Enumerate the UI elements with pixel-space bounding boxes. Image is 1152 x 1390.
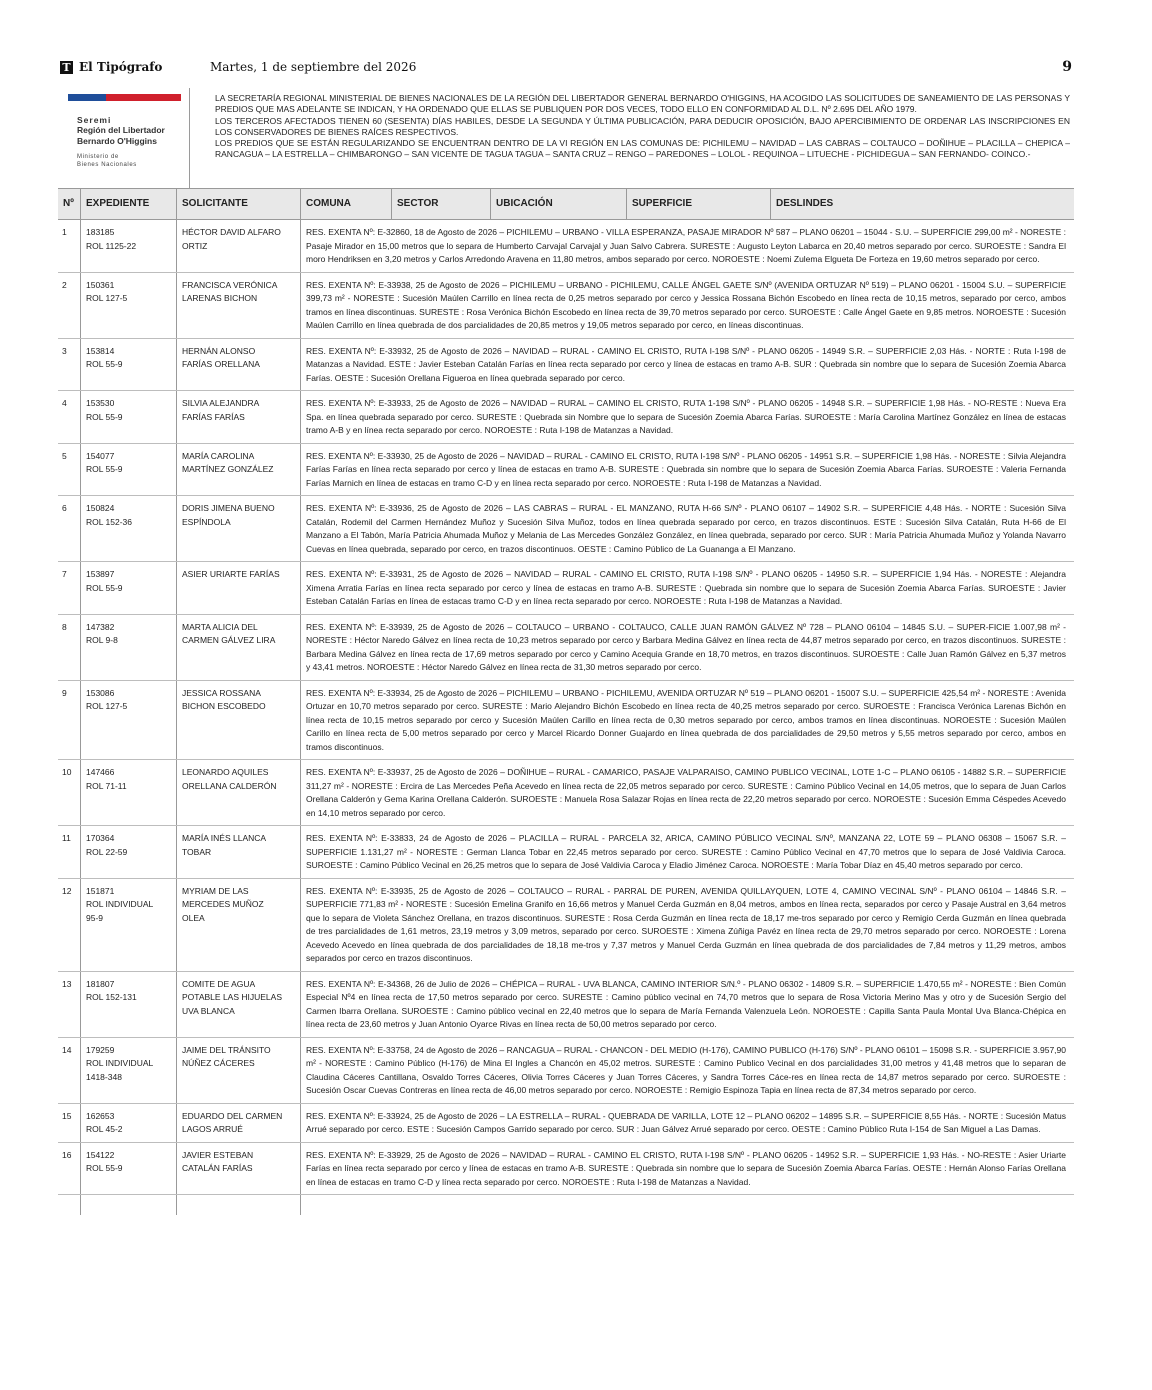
solicitante-line1: HÉCTOR DAVID ALFARO — [182, 227, 281, 237]
solicitante-line2: FARÍAS FARÍAS — [182, 411, 245, 422]
solicitante-line2: FARÍAS ORELLANA — [182, 359, 260, 369]
row-number: 1 — [62, 227, 67, 237]
chile-flag-bar — [68, 94, 181, 101]
intro-paragraph-2: LOS TERCEROS AFECTADOS TIENEN 60 (SESENTA) DÍAS HABILES, DESDE LA SEGUNDA Y ÚLTIMA PUBLICACIÓN, PARA DEDUCIR OPOSICIÓN, BAJO APERCIBIMIENTO DE ORDENAR LAS INSCRIPCIONES EN LOS CONSERVADORES DE BIENES RAÍCES RESPECTIVOS. — [215, 115, 1070, 137]
header-ubicacion: UBICACIÓN — [490, 189, 626, 219]
table-row — [58, 972, 1074, 1038]
table-row — [58, 562, 1074, 615]
table-row — [58, 391, 1074, 444]
expediente-cell — [80, 879, 176, 971]
deslindes-text: RES. EXENTA Nº: E-33833, 24 de Agosto de 2026 – PLACILLA – RURAL - PARCELA 32, ARICA, CAMINO PÚBLICO VECINAL S/Nº, MANZANA 22, LOTE 59 – PLANO 06308 – 15067 S.R. – SUPERFICIE 1.131,27 m² - NORESTE : German Llanca Tobar en 22,45 metros separado por cerco. SURESTE : Camino Público Vecinal en 47,70 metros que lo separa de José Valdivia Caroca. SUROESTE : Camino Público Vecinal en 26,25 metros que lo separa de José Valdivia Caroca y Eladio Jiménez Caroca. NOROESTE : María Tobar Díaz en 45,40 metros separado por cerco. — [300, 826, 1074, 878]
solicitante-line1: SILVIA ALEJANDRA — [182, 398, 260, 408]
expediente-number: 183185 — [86, 227, 115, 237]
expediente-cell — [80, 391, 176, 443]
row-number: 9 — [62, 687, 67, 698]
expediente-cell — [80, 972, 176, 1037]
solicitante-line1: LEONARDO AQUILES — [182, 767, 269, 777]
table-row — [58, 220, 1074, 273]
expediente-cell — [80, 826, 176, 878]
solicitante-cell — [176, 562, 300, 614]
expediente-cell — [80, 1143, 176, 1195]
row-number: 4 — [62, 398, 67, 408]
deslindes-text: RES. EXENTA Nº: E-33933, 25 de Agosto de 2026 – NAVIDAD – RURAL – CAMINO EL CRISTO, RUTA 1-198 S/Nº - PLANO 06205 - 14948 S.R. – SUPERFICIE 1,98 Hás. - NO-RESTE : Nueva Era Spa. en línea quebrada separado por cerco. SURESTE : Quebrada sin Nombre que lo separa de Sucesión Zoemia Abarca Farías. SUROESTE : María Carolina Martínez González en línea de estacas tramo A-B y en línea recta separado por cerco. NOROESTE : Ruta I-198 de Matanzas a Navidad. — [300, 391, 1074, 443]
table-row — [58, 1143, 1074, 1196]
row-number: 11 — [62, 833, 71, 843]
solicitante-cell — [176, 1038, 300, 1103]
solicitante-line2: ORTIZ — [182, 240, 208, 251]
solicitante-line1: HERNÁN ALONSO — [182, 345, 256, 356]
expediente-number: 153530 — [86, 398, 115, 408]
solicitante-line2: ORELLANA CALDERÓN — [182, 780, 277, 791]
solicitante-line1: JAVIER ESTEBAN — [182, 1149, 254, 1160]
ministry-line2: Bienes Nacionales — [77, 162, 137, 168]
table-body — [58, 220, 1074, 1195]
row-number: 7 — [62, 569, 67, 579]
row-number: 12 — [62, 885, 72, 896]
table-row — [58, 339, 1074, 392]
solicitante-cell — [176, 391, 300, 443]
expediente-rol: ROL 9-8 — [86, 635, 118, 645]
row-number: 3 — [62, 345, 67, 356]
solicitante-line1: MYRIAM DE LAS — [182, 885, 249, 896]
table-row — [58, 1038, 1074, 1104]
row-number: 8 — [62, 621, 67, 632]
solicitante-line2: BICHON ESCOBEDO — [182, 701, 266, 711]
expediente-number: 162653 — [86, 1110, 115, 1121]
solicitante-line2: CATALÁN FARÍAS — [182, 1163, 253, 1173]
solicitante-cell — [176, 496, 300, 561]
solicitante-line2: POTABLE LAS HIJUELAS — [182, 992, 282, 1002]
expediente-rol: ROL 55-9 — [86, 411, 123, 422]
expediente-rol: ROL 152-36 — [86, 516, 132, 527]
expediente-rol: ROL 127-5 — [86, 293, 128, 303]
intro-paragraph-3: LOS PREDIOS QUE SE ESTÁN REGULARIZANDO SE ENCUENTRAN DENTRO DE LA VI REGIÓN EN LAS COMUNAS DE: PICHILEMU – NAVIDAD – LAS CABRAS – COLTAUCO – DOÑIHUE – PLACILLA – CHEPICA – RANCAGUA – LA ESTRELLA – CHIMBARONGO – SAN VICENTE DE TAGUA TAGUA – SANTA CRUZ – RENGO – PAREDONES – LOLOL - REQUINOA – LITUECHE - PICHIDEGUA – SAN FERNANDO- COINCO.- — [215, 138, 1070, 160]
table-header — [58, 188, 1074, 220]
expediente-cell — [80, 562, 176, 614]
expediente-cell — [80, 339, 176, 391]
publication-date: Martes, 1 de septiembre del 2026 — [210, 60, 417, 74]
seremi-logo — [68, 94, 186, 186]
expediente-number: 153086 — [86, 687, 115, 698]
solicitante-line2: TOBAR — [182, 846, 212, 857]
deslindes-text: RES. EXENTA Nº: E-33935, 25 de Agosto de 2026 – COLTAUCO – RURAL - PARRAL DE PUREN, AVENIDA QUILLAYQUEN, LOTE 4, CAMINO VECINAL S/Nº - PLANO 06104 – 14846 S.R. – SUPERFICIE 771,83 m² - NORESTE : Sucesión Emelina Granifo en 16,66 metros y Manuel Cerda Guzmán en 8,04 metros, ambos en línea recta, separados por cerco y Pasaje Austral en 3,64 metros que lo separa de Violeta Sánchez Orellana, en trazos discontinuos. SURESTE : Rosa Cerda Guzmán en línea recta de 18,17 me-tros separado por cerco y Remigio Cerda Guzmán en línea quebrada de tres parcialidades de 1,61 metros, 23,19 metros y 3,09 metros, separado por cerco. SUROESTE : Ximena Zúñiga Pavéz en línea recta de 29,70 metros separado por cerco. NOROESTE : Lorena Acevedo Acevedo en línea quebrada de dos parcialidades de 18,18 me-tros y 7,37 metros y Manuel Cerda Guzmán en línea quebrada de dos parcialidades de 7,84 metros y 11,29 metros, ambos separados por cerco en trazos discontinuos. — [300, 879, 1074, 971]
solicitante-cell — [176, 879, 300, 971]
row-number: 5 — [62, 450, 67, 461]
solicitante-line2: LARENAS BICHON — [182, 293, 258, 303]
row-number: 13 — [62, 978, 72, 989]
expediente-rol: ROL 45-2 — [86, 1124, 123, 1134]
table-row — [58, 1104, 1074, 1143]
row-number: 14 — [62, 1044, 72, 1055]
solicitante-line1: ASIER URIARTE FARÍAS — [182, 569, 280, 579]
table-row — [58, 273, 1074, 339]
header-superficie: SUPERFICIE — [626, 189, 770, 219]
deslindes-text: RES. EXENTA Nº: E-33939, 25 de Agosto de 2026 – COLTAUCO – URBANO - COLTAUCO, CALLE JUAN RAMÓN GÁLVEZ Nº 728 – PLANO 06104 – 14845 S.U. – SUPER-FICIE 1.007,98 m² - NORESTE : Héctor Naredo Gálvez en línea recta de 10,23 metros separado por cerco y Barbara Medina Gálvez en línea recta de 44,87 metros separado por cerco, en trazos discontinuos. SURESTE : Barbara Medina Gálvez en línea recta de 17,69 metros separado por cerco y Camino Acequia Grande en 18,70 metros, en trazos discontinuos. SUROESTE : Calle Juan Ramón Gálvez en 5,37 metros y 43,41 metros. NOROESTE : Héctor Naredo Gálvez en línea recta de 31,30 metros separado por cerco. — [300, 615, 1074, 680]
expediente-number: 154122 — [86, 1149, 115, 1160]
expediente-rol-extra: 95-9 — [86, 912, 104, 923]
expediente-cell — [80, 1104, 176, 1142]
expediente-rol: ROL 22-59 — [86, 846, 128, 857]
solicitante-line1: DORIS JIMENA BUENO — [182, 503, 275, 513]
expediente-rol: ROL 55-9 — [86, 1163, 123, 1173]
solicitante-line2: LAGOS ARRUÉ — [182, 1124, 243, 1134]
solicitante-cell — [176, 826, 300, 878]
solicitante-cell — [176, 273, 300, 338]
flag-blue-segment — [68, 94, 106, 101]
newspaper-logo-icon: T — [60, 61, 73, 74]
seremi-title: Seremi — [77, 115, 112, 125]
solicitante-line1: COMITE DE AGUA — [182, 978, 256, 989]
expediente-number: 147466 — [86, 767, 115, 777]
header-solicitante: SOLICITANTE — [176, 189, 300, 219]
table-row — [58, 879, 1074, 972]
expediente-number: 153814 — [86, 345, 115, 356]
expediente-number: 154077 — [86, 450, 115, 461]
seremi-region-line2: Bernardo O'Higgins — [77, 136, 157, 146]
deslindes-text: RES. EXENTA Nº: E-33924, 25 de Agosto de 2026 – LA ESTRELLA – RURAL - QUEBRADA DE VARILLA, LOTE 12 – PLANO 06202 – 14895 S.R. – SUPERFICIE 8,55 Hás. - NORTE : Sucesión Matus Arrué separado por cerco. ESTE : Sucesión Campos Garrido separado por cerco. SUR : Juan Gálvez Arrué separado por cerco. OESTE : Camino Público Ruta I-154 de San Miguel a Las Damas. — [300, 1104, 1074, 1142]
solicitante-cell — [176, 615, 300, 680]
ministry-name — [68, 153, 186, 169]
solicitante-line1: FRANCISCA VERÓNICA — [182, 279, 278, 290]
expediente-number: 153897 — [86, 569, 115, 579]
page-number: 9 — [1062, 59, 1072, 75]
expediente-number: 150361 — [86, 279, 115, 290]
expediente-cell — [80, 1038, 176, 1103]
solicitante-line3: UVA BLANCA — [182, 1005, 235, 1016]
expediente-rol: ROL 55-9 — [86, 464, 123, 474]
expediente-rol: ROL 127-5 — [86, 701, 128, 711]
deslindes-text: RES. EXENTA Nº: E-33758, 24 de Agosto de 2026 – RANCAGUA – RURAL - CHANCON - DEL MEDIO (H-176), CAMINO PUBLICO (H-176) S/Nº - PLANO 06101 – 15098 S.R. - SUPERFICIE 3.957,90 m² - NORESTE : Camino Público (H-176) de Mina El Ingles a Chancón en 45,02 metros. SURESTE : Camino Publico Vecinal en dos parcialidades 31,00 metros y 41,48 metros que lo separan de Claudina Cáceres Cantillana, Osvaldo Torres Cáceres, Olivia Torres Cáceres y Juan Torres Cáceres, y Sandra Torres Cáce-res en línea recta de 14,87 metros separado por cerco. SUROESTE : Sucesión Oscar Cuevas Contreras en línea recta de 46,00 metros separado por cerco. NOROESTE : Remigio Espinoza Tapia en línea recta de 87,34 metros separado por cerco. — [300, 1038, 1074, 1103]
table-row — [58, 681, 1074, 761]
solicitante-cell — [176, 681, 300, 760]
intro-paragraph-1: LA SECRETARÍA REGIONAL MINISTERIAL DE BIENES NACIONALES DE LA REGIÓN DEL LIBERTADOR GENERAL BERNARDO O'HIGGINS, HA ACOGIDO LAS SOLICITUDES DE SANEAMIENTO DE LAS PERSONAS Y PREDIOS QUE MAS ADELANTE SE INDICAN, Y HA ORDENADO QUE ELLAS SE PUBLIQUEN POR DOS VECES, TODO ELLO EN CONFORMIDAD AL D.L. Nº 2.695 DEL AÑO 1979. — [215, 93, 1070, 115]
expediente-rol: ROL 71-11 — [86, 780, 127, 791]
row-number: 15 — [62, 1110, 72, 1121]
deslindes-text: RES. EXENTA Nº: E-34368, 26 de Julio de 2026 – CHÉPICA – RURAL - UVA BLANCA, CAMINO INTERIOR S/N.º - PLANO 06302 - 14809 S.R. – SUPERFICIE 1.470,55 m² - NORESTE : Bien Común Especial Nº4 en línea recta de 17,50 metros separado por cerco. SURESTE : Camino público vecinal en 74,70 metros que lo separa de Rosa Victoria Merino Mas y otro y de Sucesión Sergio del Carmen Ibarra Orellana. SUROESTE : Camino público vecinal en 22,40 metros que lo separa de María Fernanda Valenzuela León. NOROESTE : Capilla Santa Paula Montal Uva Blanca-Chépica en línea recta de 23,60 metros y Juan Antonio Oyarce Rivas en línea recta de 50,00 metros separado por cerco. — [300, 972, 1074, 1037]
table-row — [58, 496, 1074, 562]
deslindes-text: RES. EXENTA Nº: E-33934, 25 de Agosto de 2026 – PICHILEMU – URBANO - PICHILEMU, AVENIDA ORTUZAR Nº 519 – PLANO 06201 - 15007 S.U. – SUPERFICIE 425,54 m² - NORESTE : Avenida Ortuzar en 10,70 metros separado por cerco. SURESTE : Mario Alejandro Bichón Escobedo en línea recta de 40,25 metros separado por cerco. SUROESTE : Francisca Verónica Larenas Bichón en línea recta de 10,15 metros separado por cerco y Sucesión Maúlen Carillo en línea recta de 0,30 metros separado por cerco, ambos tramos en línea discontinuas. NOROESTE : Sucesión Maúlen Carillo en línea recta de 5,00 metros separado por cerco y Marcel Ricardo Donner Guajardo en línea quebrada de dos parcialidades de 29,50 metros y 5,55 metros separado por cerco, ambos en tramos discontinuos. — [300, 681, 1074, 760]
solicitante-cell — [176, 339, 300, 391]
expediente-number: 181807 — [86, 978, 115, 989]
expediente-cell — [80, 615, 176, 680]
solicitante-line2: MARTÍNEZ GONZÁLEZ — [182, 464, 274, 474]
expediente-cell — [80, 496, 176, 561]
expediente-cell — [80, 444, 176, 496]
solicitante-line1: JAIME DEL TRÁNSITO — [182, 1044, 271, 1055]
sanitation-table — [58, 188, 1074, 1215]
header-n: Nº — [63, 198, 74, 209]
header-comuna: COMUNA — [300, 189, 391, 219]
solicitante-line1: MARÍA INÉS LLANCA — [182, 833, 267, 843]
solicitante-cell — [176, 444, 300, 496]
solicitante-line1: EDUARDO DEL CARMEN — [182, 1110, 283, 1121]
header-divider — [189, 88, 190, 188]
solicitante-line1: MARTA ALICIA DEL — [182, 621, 258, 632]
table-tail — [58, 1195, 1074, 1215]
expediente-cell — [80, 220, 176, 272]
row-number: 2 — [62, 279, 67, 290]
ministry-line1: Ministerio de — [77, 154, 119, 160]
row-number: 10 — [62, 767, 72, 777]
expediente-cell — [80, 760, 176, 825]
expediente-rol: ROL 152-131 — [86, 992, 137, 1002]
flag-red-segment — [106, 94, 181, 101]
expediente-cell — [80, 681, 176, 760]
header-deslindes: DESLINDES — [770, 189, 1074, 219]
expediente-rol-extra: 1418-348 — [86, 1071, 122, 1082]
table-row — [58, 615, 1074, 681]
deslindes-text: RES. EXENTA Nº: E-33930, 25 de Agosto de 2026 – NAVIDAD – RURAL - CAMINO EL CRISTO, RUTA I-198 S/Nº - PLANO 06205 - 14951 S.R. – SUPERFICIE 1,98 Hás. - NORESTE : Silvia Alejandra Farías Farías en línea recta separado por cerco y línea de estacas en tramo A-B. SURESTE : Quebrada sin nombre que lo separa de Sucesión Zoemia Abarca Farías. SUROESTE : Valeria Fernanda Farías Marnich en línea de estacas en tramo C-D y en línea recta separado por cerco. NOROESTE : Ruta I-198 de Matanzas a Navidad. — [300, 444, 1074, 496]
header-expediente: EXPEDIENTE — [80, 189, 176, 219]
solicitante-cell — [176, 220, 300, 272]
expediente-rol: ROL INDIVIDUAL — [86, 899, 154, 909]
deslindes-text: RES. EXENTA Nº: E-33937, 25 de Agosto de 2026 – DOÑIHUE – RURAL - CAMARICO, PASAJE VALPARAISO, CAMINO PUBLICO VECINAL, LOTE 1-C – PLANO 06105 - 14882 S.R. – SUPERFICIE 311,27 m² - NORESTE : Ercira de Las Mercedes Peña Acevedo en línea recta de 22,05 metros separado por cerco. SURESTE : Camino Público Vecinal en 14,05 metros, que lo separa de Juan Carlos Orellana Calderón y Gema Karina Orellana Calderón. SUROESTE : Manuela Rosa Salazar Rojas en línea recta de 22,20 metros separado por cerco. NOROESTE : Sucesión Emma Céspedes Acevedo en 14,10 metros separado por cerco. — [300, 760, 1074, 825]
newspaper-name: El Tipógrafo — [79, 60, 163, 74]
expediente-rol: ROL INDIVIDUAL — [86, 1058, 154, 1068]
solicitante-line1: JESSICA ROSSANA — [182, 687, 261, 698]
solicitante-cell — [176, 760, 300, 825]
solicitante-line2: CARMEN GÁLVEZ LIRA — [182, 635, 276, 645]
deslindes-text: RES. EXENTA Nº: E-33938, 25 de Agosto de 2026 – PICHILEMU – URBANO - PICHILEMU, CALLE ÁNGEL GAETE S/Nº (AVENIDA ORTUZAR Nº 519) – PLANO 06201 - 15004 S.U. – SUPERFICIE 399,73 m² - NORESTE : Sucesión Maúlen Carrillo en línea recta de 0,25 metros separado por cerco y Jessica Rossana Bichón Escobedo en línea recta de 10,15 metros, separado por cerco, ambos tramos en línea discontinuas. SURESTE : Rosa Verónica Bichón Escobedo en línea recta de 39,70 metros separado por cerco. SUROESTE : Calle Ángel Gaete en 9,85 metros. NOROESTE : Sucesión Maúlen Carrillo en línea quebrada de dos parcialidades de 20,85 metros y 19,05 metros separado por cerco, en líneas discontinuas. — [300, 273, 1074, 338]
table-row — [58, 444, 1074, 497]
masthead — [60, 60, 1080, 76]
table-row — [58, 760, 1074, 826]
deslindes-text: RES. EXENTA Nº: E-33931, 25 de Agosto de 2026 – NAVIDAD – RURAL - CAMINO EL CRISTO, RUTA I-198 S/Nº - PLANO 06205 - 14950 S.R. – SUPERFICIE 1,94 Hás. - NORESTE : Alejandra Ximena Arratia Farías en línea recta separado por cerco y línea de estacas en tramo A-B. SURESTE : Quebrada sin nombre que lo separa de Sucesión Zoemia Abarca Farías. SUROESTE : Javier Esteban Catalán Farías en línea de estacas tramo C-D y en línea recta separado por cerco. NOROESTE : Ruta I-198 de Matanzas a Navidad. — [300, 562, 1074, 614]
solicitante-line3: OLEA — [182, 912, 205, 923]
solicitante-line2: MERCEDES MUÑOZ — [182, 899, 264, 909]
solicitante-cell — [176, 972, 300, 1037]
solicitante-cell — [176, 1143, 300, 1195]
expediente-number: 170364 — [86, 833, 115, 843]
expediente-number: 179259 — [86, 1044, 115, 1055]
row-number: 6 — [62, 503, 67, 513]
solicitante-cell — [176, 1104, 300, 1142]
seremi-region-line1: Región del Libertador — [77, 125, 165, 135]
expediente-number: 147382 — [86, 621, 115, 632]
solicitante-line1: MARÍA CAROLINA — [182, 450, 255, 461]
solicitante-line2: NÚÑEZ CÁCERES — [182, 1058, 255, 1068]
solicitante-line2: ESPÍNDOLA — [182, 516, 231, 527]
table-row — [58, 826, 1074, 879]
deslindes-text: RES. EXENTA Nº: E-33932, 25 de Agosto de 2026 – NAVIDAD – RURAL - CAMINO EL CRISTO, RUTA I-198 S/Nº - PLANO 06205 - 14949 S.R. – SUPERFICIE 2,03 Hás. - NORTE : Ruta I-198 de Matanzas a Navidad. ESTE : Javier Esteban Catalán Farías en línea recta separado por cerco y línea de estacas en tramo A-B. SUR : Quebrada sin nombre que lo separa de Sucesión Zoemia Abarca Farías. OESTE : Sucesión Orellana Figueroa en línea quebrada separado por cerco. — [300, 339, 1074, 391]
deslindes-text: RES. EXENTA Nº: E-32860, 18 de Agosto de 2026 – PICHILEMU – URBANO - VILLA ESPERANZA, PASAJE MIRADOR Nº 587 – PLANO 06201 – 15044 - S.U. – SUPERFICIE 299,00 m² - NORESTE : Pasaje Mirador en 15,00 metros que lo separa de Humberto Carvajal Carvajal y Juan Salvo Cabrera. SURESTE : Augusto Leyton Labarca en 20,40 metros separado por cerco. SUROESTE : Sandra El moro Hendriksen en 3,20 metros y Carlos Arredondo Aravena en 11,80 metros, ambos separado por cerco. NOROESTE : Noemi Zulema Elgueta De Forteza en 19,60 metros separado por cerco. — [300, 220, 1074, 272]
deslindes-text: RES. EXENTA Nº: E-33936, 25 de Agosto de 2026 – LAS CABRAS – RURAL - EL MANZANO, RUTA H-66 S/Nº - PLANO 06107 – 14902 S.R. – SUPERFICIE 4,48 Hás. - NORTE : Sucesión Silva Catalán, Rodemil del Carmen Hernández Muñoz y Sucesión Silva Muñoz, todos en línea quebrada separado por cerco, en trazos discontinuos. ESTE : Sucesión Silva Catalán, Ruta H-66 de El Manzano a El Tabón, María Patricia Ahumada Muñoz y Melania de Las Mercedes González González, en línea quebrada, separado por cerco. SUR : María Patricia Ahumada Muñoz y Yolanda Navarro Cuevas en línea quebrada, separado por cerco, en trazos discontinuos. OESTE : Camino Público de La Guananga a El Manzano. — [300, 496, 1074, 561]
expediente-rol: ROL 1125-22 — [86, 240, 137, 251]
expediente-rol: ROL 55-9 — [86, 359, 123, 369]
deslindes-text: RES. EXENTA Nº: E-33929, 25 de Agosto de 2026 – NAVIDAD – RURAL - CAMINO EL CRISTO, RUTA I-198 S/Nº - PLANO 06205 - 14952 S.R. – SUPERFICIE 1,93 Hás. - NO-RESTE : Asier Uriarte Farías en línea recta separado por cerco y línea de estacas en tramo A-B. SURESTE : Quebrada sin nombre que lo separa de Sucesión Zoemia Abarca Farías. OESTE : Hernán Alonso Farías Orellana en línea de estacas en tramo C-D y línea recta separado por cerco. NOROESTE : Ruta I-198 de Matanzas a Navidad. — [300, 1143, 1074, 1195]
expediente-rol: ROL 55-9 — [86, 582, 123, 593]
notice-intro — [215, 93, 1070, 161]
header-sector: SECTOR — [391, 189, 490, 219]
row-number: 16 — [62, 1149, 72, 1160]
expediente-cell — [80, 273, 176, 338]
expediente-number: 150824 — [86, 503, 115, 513]
expediente-number: 151871 — [86, 885, 115, 896]
